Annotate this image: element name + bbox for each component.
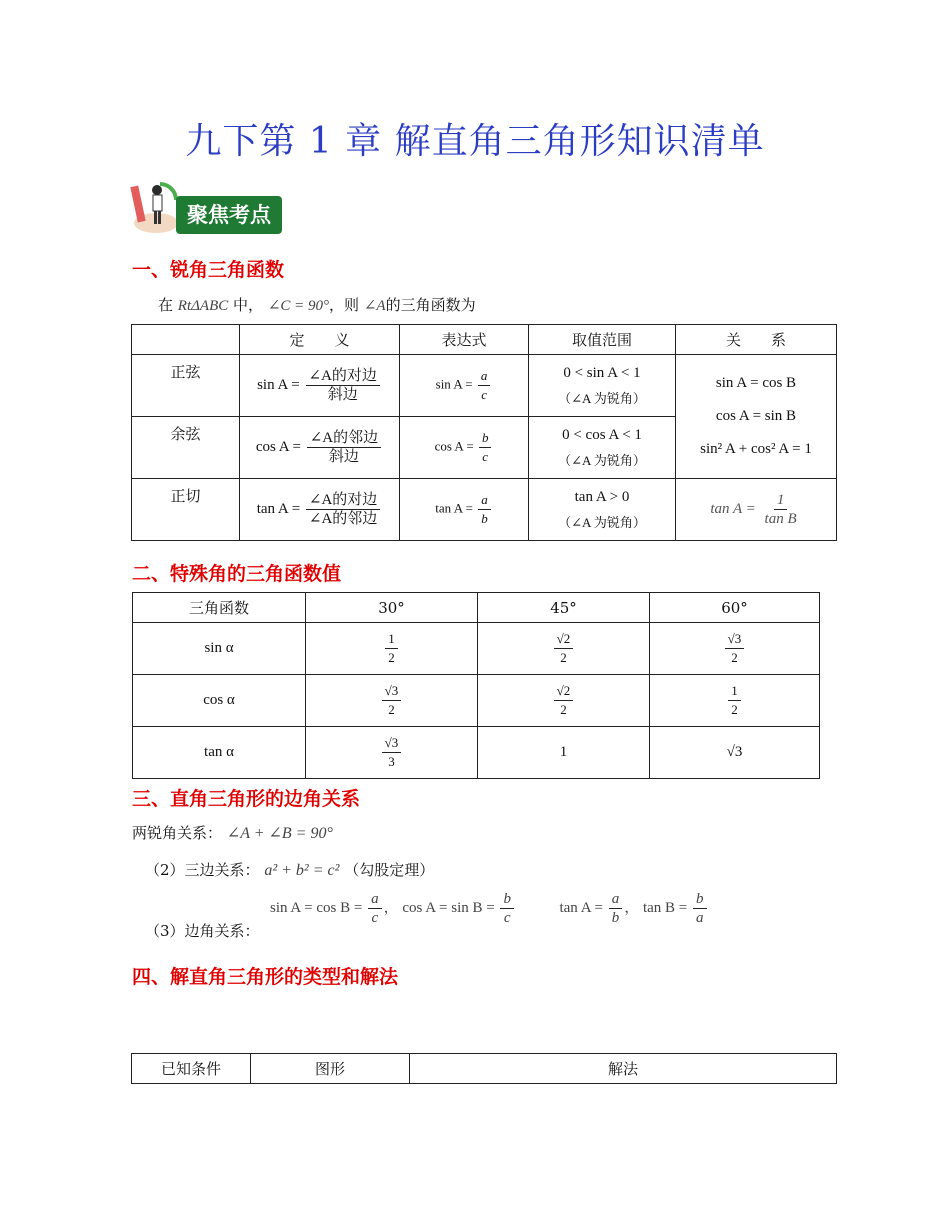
col-header: 30° (306, 593, 478, 623)
col-header: 取值范围 (529, 325, 676, 355)
table-row: cos α $\frac{√3}{2}$ $\frac{√2}{2}$ $\frac{1}{2}$ (133, 675, 820, 727)
section2-heading: 二、特殊角的三角函数值 (132, 563, 342, 585)
section4-heading: 四、解直角三角形的类型和解法 (132, 966, 399, 988)
tan-relation-cell: tan A = $\frac{1}{\text{tan B}}$ (676, 479, 837, 541)
solving-methods-table (131, 1053, 837, 1084)
side-relation: （2）三边关系： a² + b² = c² （勾股定理） (145, 861, 435, 879)
col-header: 解法 (410, 1054, 837, 1084)
row-name: 正切 (132, 479, 240, 541)
col-header: 表达式 (400, 325, 529, 355)
table-row: sin α $\frac{1}{2}$ $\frac{√2}{2}$ $\frac{√3}{2}$ (133, 623, 820, 675)
side-angle-equations: sin A = cos B = $\frac{a}{c}$ ， cos A = sin B = $\frac{b}{c}$ tan A = $\frac{a}{b}$ ， tan B = $\frac{b}{a}$ (270, 890, 709, 927)
col-header: 已知条件 (132, 1054, 251, 1084)
relations-cell: sin A = cos B cos A = sin B sin² A + cos² A = 1 (676, 355, 837, 479)
trig-function-table (131, 324, 837, 541)
teacher-illustration-icon (130, 178, 282, 238)
row-name: 余弦 (132, 417, 240, 479)
angle-relation: 两锐角关系： ∠A + ∠B = 90° (132, 824, 333, 842)
section1-heading: 一、锐角三角函数 (132, 259, 285, 281)
col-header: 图形 (251, 1054, 410, 1084)
row-name: 正弦 (132, 355, 240, 417)
side-angle-label: （3）边角关系： (145, 922, 260, 940)
focus-badge (130, 178, 282, 238)
section1-intro: 在 RtΔABC 中， ∠C = 90°，则 ∠A的三角函数为 (158, 296, 476, 314)
section3-heading: 三、直角三角形的边角关系 (132, 788, 361, 810)
col-header: 60° (650, 593, 820, 623)
table-row: 余弦 cos A = $\frac{\text{∠A的邻边}}{\text{斜边}}$ cos A = $\frac{b}{c}$ 0 < cos A < 1 （∠A 为锐角） (132, 417, 837, 479)
table-row: 正切 tan A = $\frac{\text{∠A的对边}}{\text{∠A的邻边}}$ tan A = $\frac{a}{b}$ tan A > 0 （∠A 为锐角） tan A = $\frac{1}{\text{tan B}}$ (132, 479, 837, 541)
table-row: tan α $\frac{√3}{3}$ 1 √3 (133, 727, 820, 779)
page-title: 九下第 1 章 解直角三角形知识清单 (185, 121, 765, 162)
col-header: 定 义 (240, 325, 400, 355)
badge-label: 聚焦考点 (187, 203, 271, 227)
col-header: 45° (478, 593, 650, 623)
table-row: 正弦 sin A = $\frac{\text{∠A的对边}}{\text{斜边}}$ sin A = $\frac{a}{c}$ 0 < sin A < 1 （∠A 为锐角） sin A = cos B cos A = sin B sin² A + cos² A = 1 (132, 355, 837, 417)
special-angle-table (132, 592, 820, 779)
col-header: 三角函数 (133, 593, 306, 623)
col-header: 关 系 (676, 325, 837, 355)
